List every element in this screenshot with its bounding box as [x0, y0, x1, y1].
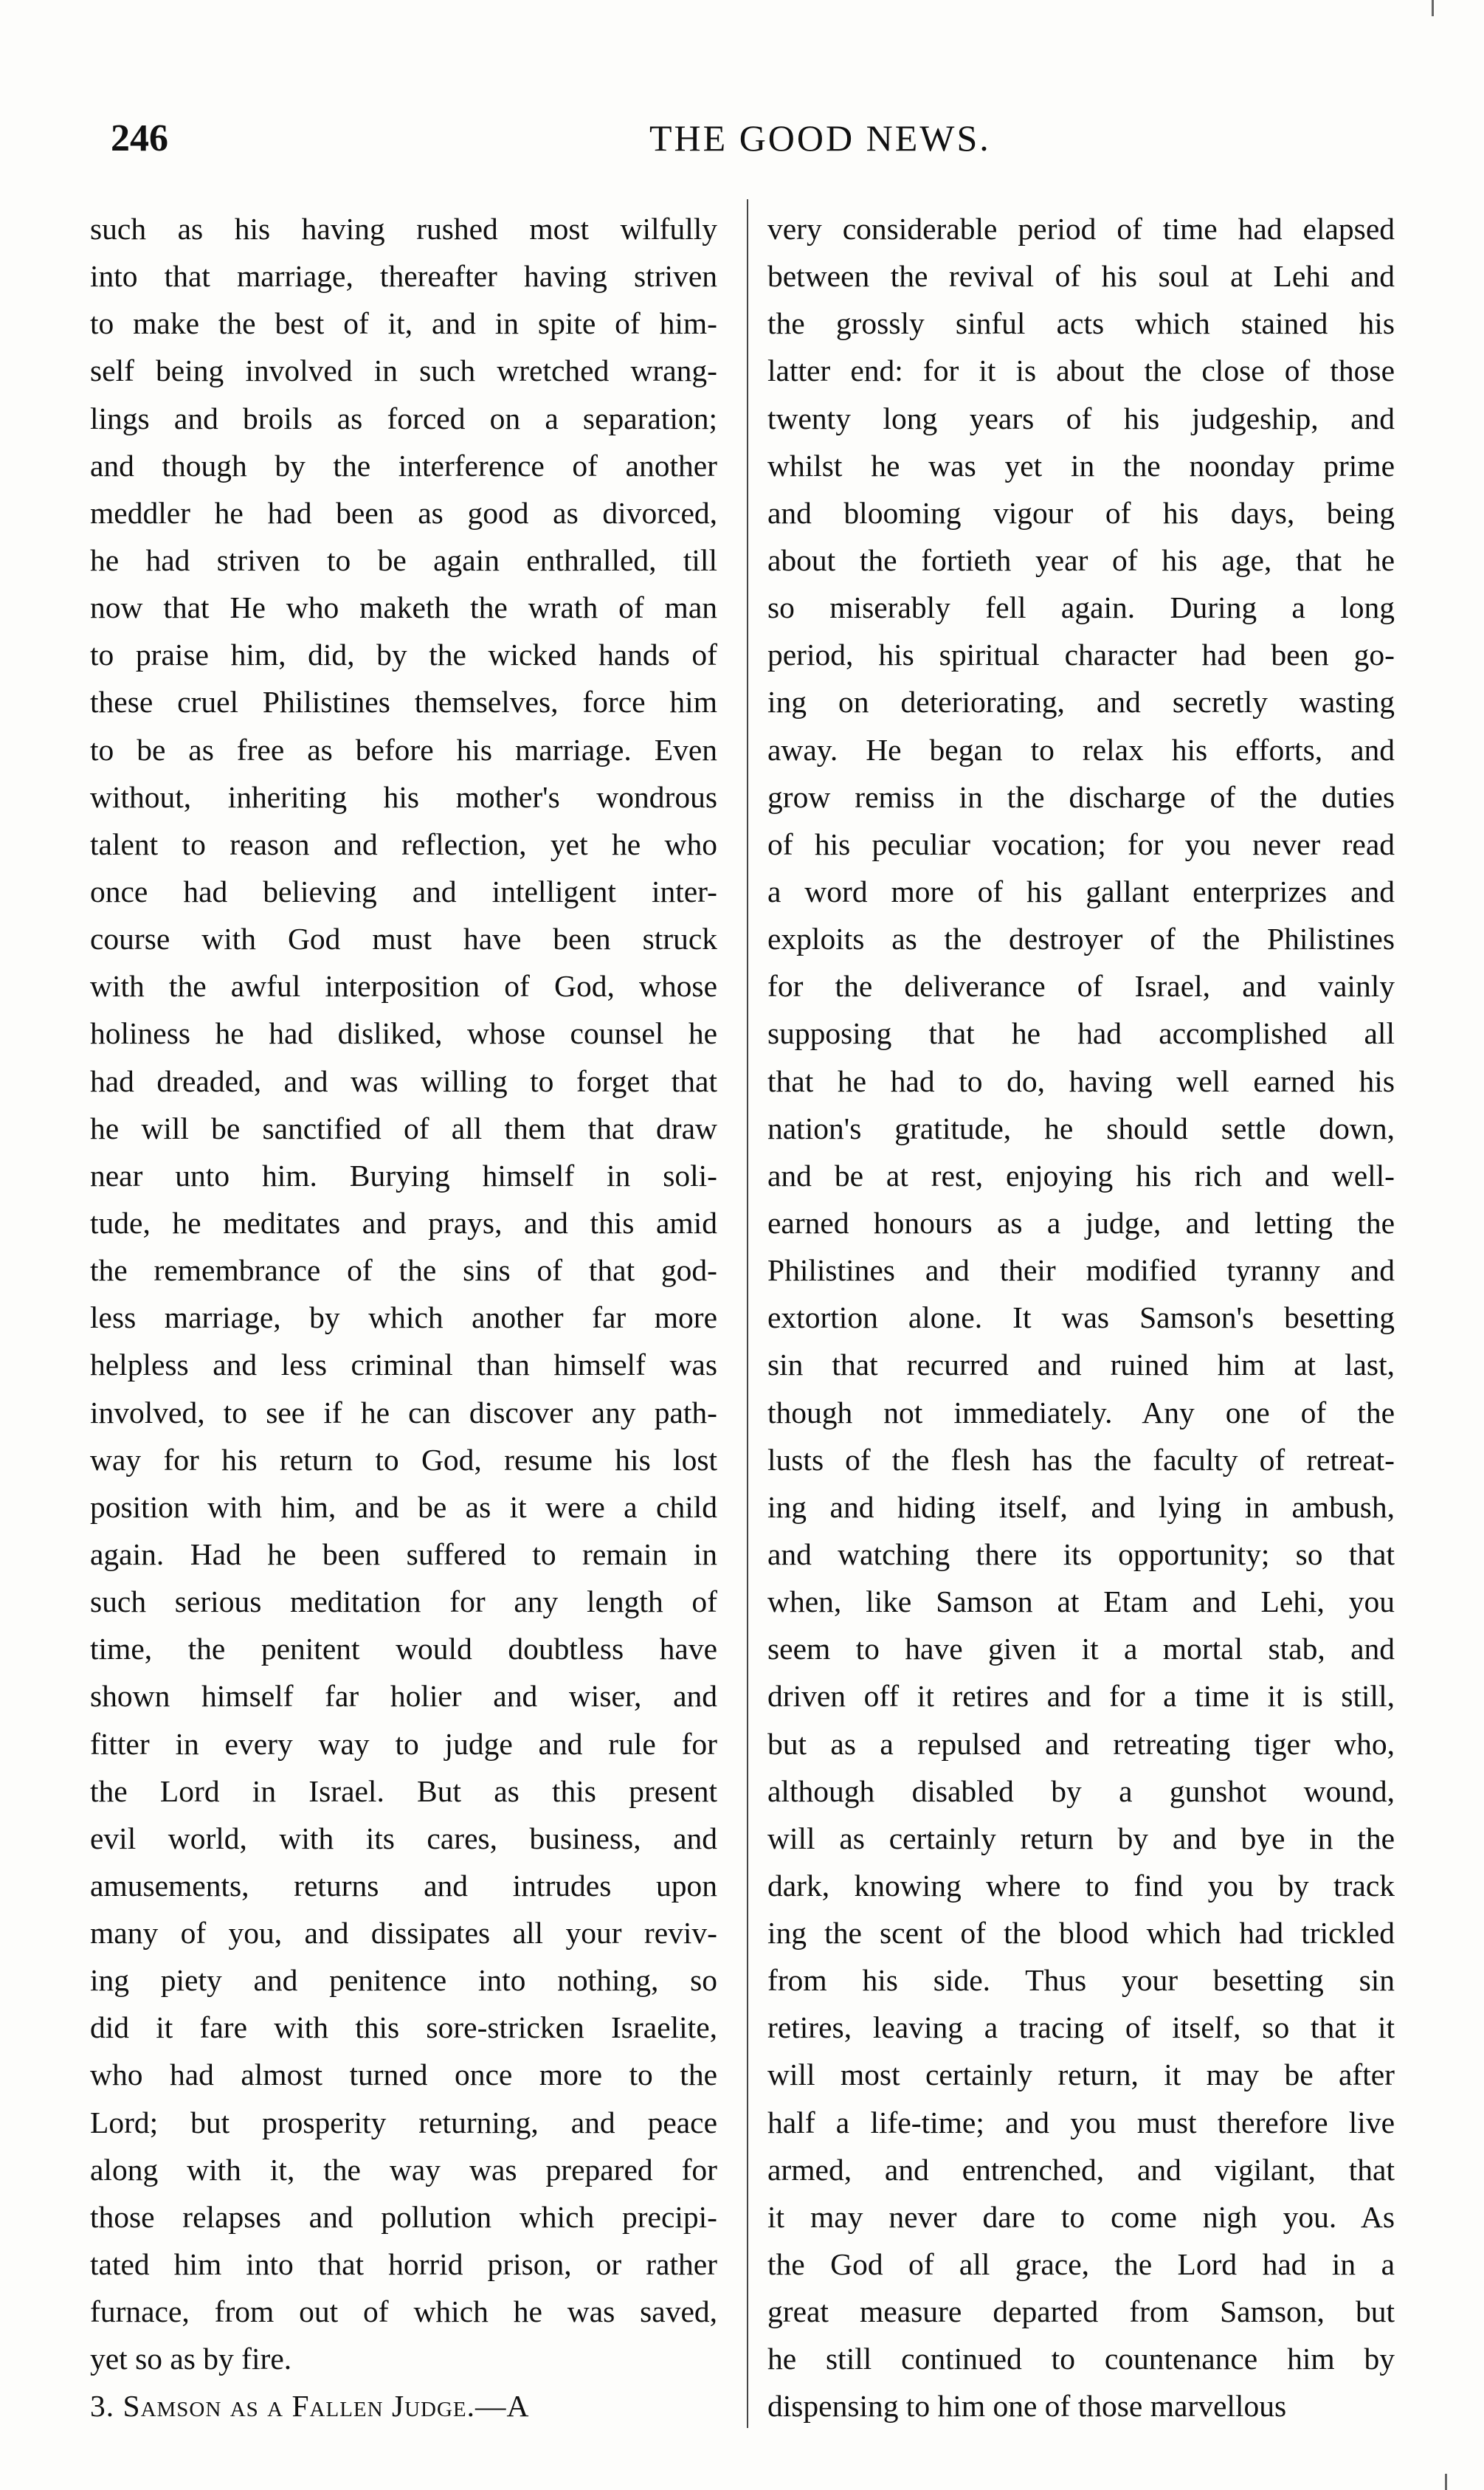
- left-column-line: those relapses and pollution which precipi-: [90, 2199, 717, 2234]
- right-column-line: lusts of the flesh has the faculty of retreat-: [767, 1442, 1395, 1477]
- left-column-line: involved, to see if he can discover any path-: [90, 1395, 717, 1429]
- right-column-line: supposing that he had accomplished all: [767, 1016, 1395, 1051]
- left-column-line: once had believing and intelligent inter-: [90, 874, 717, 908]
- left-column-line: talent to reason and reflection, yet he who: [90, 827, 717, 861]
- left-column-line: helpless and less criminal than himself was: [90, 1348, 717, 1382]
- left-column-line: shown himself far holier and wiser, and: [90, 1679, 717, 1714]
- left-column-line: less marriage, by which another far more: [90, 1300, 717, 1335]
- right-column-line: great measure departed from Samson, but: [767, 2294, 1395, 2329]
- left-column-line: had dreaded, and was willing to forget that: [90, 1063, 717, 1098]
- left-column-line: he had striven to be again enthralled, till: [90, 542, 717, 577]
- page-number: 246: [111, 117, 168, 159]
- right-text-column: [767, 205, 1395, 2430]
- right-column-line: driven off it retires and for a time it is still,: [767, 1679, 1395, 1714]
- right-column-line: latter end: for it is about the close of those: [767, 354, 1395, 388]
- left-column-line: lings and broils as forced on a separation;: [90, 401, 717, 435]
- left-column-line: near unto him. Burying himself in soli-: [90, 1158, 717, 1193]
- running-title: THE GOOD NEWS.: [649, 117, 991, 159]
- left-column-line: the remembrance of the sins of that god-: [90, 1253, 717, 1288]
- right-column-line: dispensing to him one of those marvellous: [767, 2389, 1287, 2424]
- left-column-line: meddler he had been as good as divorced,: [90, 495, 717, 530]
- left-column-line: ing piety and penitence into nothing, so: [90, 1963, 717, 1998]
- right-column-line: will most certainly return, it may be after: [767, 2058, 1395, 2092]
- left-text-column: [90, 205, 717, 2430]
- left-column-line: and though by the interference of another: [90, 448, 717, 483]
- right-column-line: away. He began to relax his efforts, and: [767, 732, 1395, 767]
- right-column-line: he still continued to countenance him by: [767, 2342, 1395, 2376]
- right-column-line: when, like Samson at Etam and Lehi, you: [767, 1584, 1395, 1619]
- right-column-line: dark, knowing where to find you by track: [767, 1868, 1395, 1903]
- right-column-line: although disabled by a gunshot wound,: [767, 1773, 1395, 1808]
- right-column-line: twenty long years of his judgeship, and: [767, 401, 1395, 435]
- right-column-line: it may never dare to come nigh you. As: [767, 2199, 1395, 2234]
- right-column-line: ing on deteriorating, and secretly wasting: [767, 685, 1395, 720]
- left-column-line: again. Had he been suffered to remain in: [90, 1537, 717, 1571]
- left-column-line: self being involved in such wretched wrang-: [90, 354, 717, 388]
- right-column-line: though not immediately. Any one of the: [767, 1395, 1395, 1429]
- left-column-line: holiness he had disliked, whose counsel he: [90, 1016, 717, 1051]
- left-column-line: with the awful interposition of God, whose: [90, 969, 717, 1004]
- left-column-line: evil world, with its cares, business, and: [90, 1821, 717, 1855]
- page-header: [0, 111, 1484, 177]
- page-edge-mark-top: [1432, 0, 1434, 16]
- right-column-line: half a life-time; and you must therefore live: [767, 2105, 1395, 2139]
- right-column-line: will as certainly return by and bye in the: [767, 1821, 1395, 1855]
- right-column-line: ing the scent of the blood which had trickled: [767, 1916, 1395, 1951]
- section-heading: 3. Samson as a Fallen Judge.—A: [90, 2389, 530, 2424]
- right-column-line: but as a repulsed and retreating tiger who,: [767, 1726, 1395, 1761]
- left-column-line: to be as free as before his marriage. Even: [90, 732, 717, 767]
- left-column-line: furnace, from out of which he was saved,: [90, 2294, 717, 2329]
- right-column-line: about the fortieth year of his age, that he: [767, 542, 1395, 577]
- right-column-line: exploits as the destroyer of the Philistines: [767, 922, 1395, 956]
- right-column-line: ing and hiding itself, and lying in ambush,: [767, 1489, 1395, 1524]
- left-column-line: amusements, returns and intrudes upon: [90, 1868, 717, 1903]
- left-column-line: tated him into that horrid prison, or rather: [90, 2247, 717, 2282]
- left-column-line: he will be sanctified of all them that draw: [90, 1111, 717, 1145]
- left-column-line: yet so as by fire.: [90, 2342, 292, 2376]
- left-column-line: course with God must have been struck: [90, 922, 717, 956]
- left-column-line: without, inheriting his mother's wondrous: [90, 779, 717, 814]
- right-column-line: the grossly sinful acts which stained his: [767, 306, 1395, 341]
- right-column-line: of his peculiar vocation; for you never read: [767, 827, 1395, 861]
- left-column-line: fitter in every way to judge and rule for: [90, 1726, 717, 1761]
- left-column-line: such as his having rushed most wilfully: [90, 212, 717, 246]
- left-column-line: into that marriage, thereafter having striven: [90, 259, 717, 294]
- right-column-line: sin that recurred and ruined him at last,: [767, 1348, 1395, 1382]
- right-column-line: retires, leaving a tracing of itself, so that it: [767, 2010, 1395, 2045]
- right-column-line: grow remiss in the discharge of the duties: [767, 779, 1395, 814]
- left-column-line: position with him, and be as it were a child: [90, 1489, 717, 1524]
- right-column-line: nation's gratitude, he should settle down,: [767, 1111, 1395, 1145]
- right-column-line: period, his spiritual character had been go-: [767, 638, 1395, 672]
- right-column-line: very considerable period of time had elapsed: [767, 212, 1395, 246]
- left-column-line: way for his return to God, resume his lost: [90, 1442, 717, 1477]
- right-column-line: a word more of his gallant enterprizes and: [767, 874, 1395, 908]
- left-column-line: these cruel Philistines themselves, force him: [90, 685, 717, 720]
- right-column-line: so miserably fell again. During a long: [767, 590, 1395, 625]
- right-column-line: and watching there its opportunity; so that: [767, 1537, 1395, 1571]
- left-column-line: time, the penitent would doubtless have: [90, 1632, 717, 1666]
- left-column-line: the Lord in Israel. But as this present: [90, 1773, 717, 1808]
- left-column-line: to make the best of it, and in spite of him-: [90, 306, 717, 341]
- page-edge-mark-bottom: [1445, 2474, 1447, 2490]
- left-column-line: along with it, the way was prepared for: [90, 2152, 717, 2187]
- left-column-line: Lord; but prosperity returning, and peace: [90, 2105, 717, 2139]
- right-column-line: armed, and entrenched, and vigilant, that: [767, 2152, 1395, 2187]
- right-column-line: seem to have given it a mortal stab, and: [767, 1632, 1395, 1666]
- right-column-line: and blooming vigour of his days, being: [767, 495, 1395, 530]
- right-column-line: between the revival of his soul at Lehi and: [767, 259, 1395, 294]
- left-column-line: now that He who maketh the wrath of man: [90, 590, 717, 625]
- left-column-line: tude, he meditates and prays, and this amid: [90, 1205, 717, 1240]
- right-column-line: for the deliverance of Israel, and vainly: [767, 969, 1395, 1004]
- right-column-line: earned honours as a judge, and letting the: [767, 1205, 1395, 1240]
- left-column-line: did it fare with this sore-stricken Israelite,: [90, 2010, 717, 2045]
- right-column-line: Philistines and their modified tyranny and: [767, 1253, 1395, 1288]
- left-column-line: many of you, and dissipates all your reviv-: [90, 1916, 717, 1951]
- left-column-line: who had almost turned once more to the: [90, 2058, 717, 2092]
- left-column-line: to praise him, did, by the wicked hands of: [90, 638, 717, 672]
- right-column-line: from his side. Thus your besetting sin: [767, 1963, 1395, 1998]
- right-column-line: and be at rest, enjoying his rich and well-: [767, 1158, 1395, 1193]
- right-column-line: extortion alone. It was Samson's besetting: [767, 1300, 1395, 1335]
- right-column-line: whilst he was yet in the noonday prime: [767, 448, 1395, 483]
- right-column-line: the God of all grace, the Lord had in a: [767, 2247, 1395, 2282]
- right-column-line: that he had to do, having well earned his: [767, 1063, 1395, 1098]
- column-divider: [747, 199, 748, 2428]
- left-column-line: such serious meditation for any length of: [90, 1584, 717, 1619]
